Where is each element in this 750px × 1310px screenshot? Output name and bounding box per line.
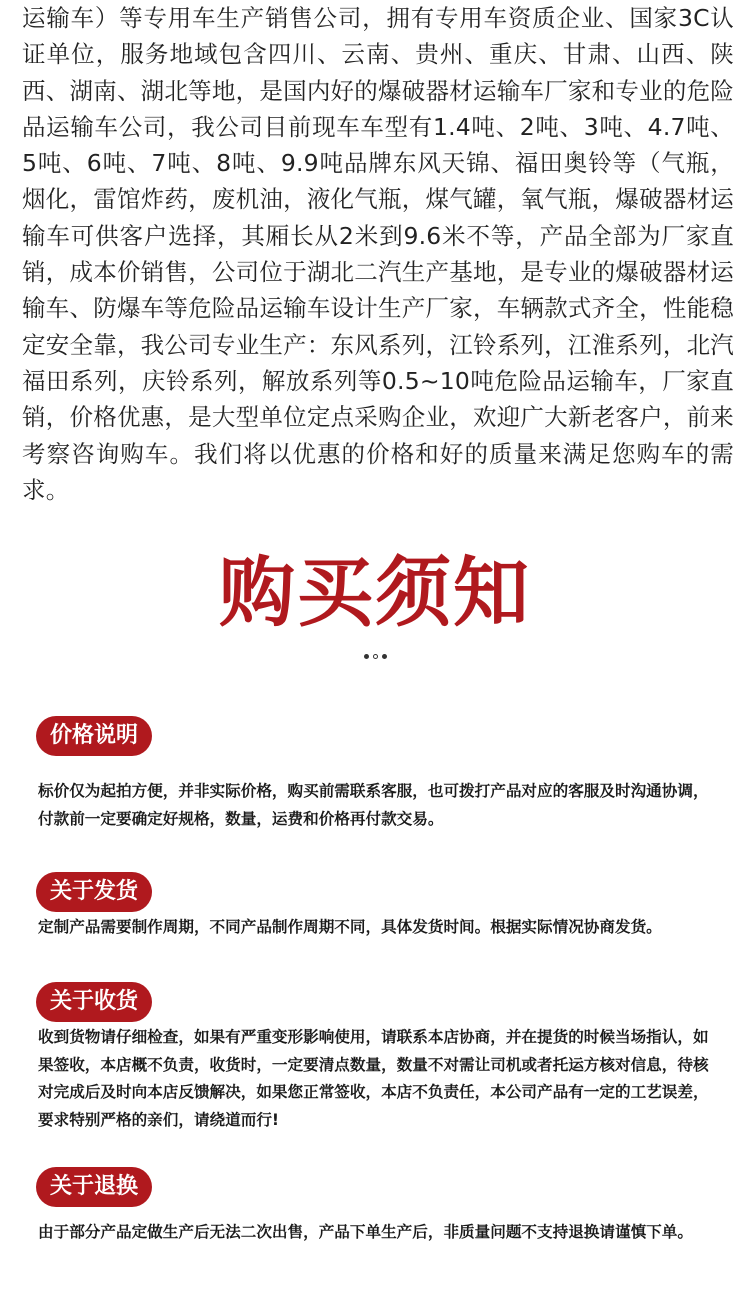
- intro-paragraph: 运输车）等专用车生产销售公司，拥有专用车资质企业、国家3C认证单位，服务地域包含四川、云南、贵州、重庆、甘肃、山西、陕西、湖南、湖北等地，是国内好的爆破器材运输车厂家和专业的危险品运输车公司，我公司目前现车车型有1.4吨、2吨、3吨、4.7吨、5吨、6吨、7吨、8吨、9.9吨品牌东风天锦、福田奥铃等（气瓶，烟化，雷馆炸药，废机油，液化气瓶，煤气罐，氧气瓶，爆破器材运输车可供客户选择，其厢长从2米到9.6米不等，产品全部为厂家直销，成本价销售，公司位于湖北二汽生产基地，是专业的爆破器材运输车、防爆车等危险品运输车设计生产厂家，车辆款式齐全，性能稳定安全靠，我公司专业生产：东风系列，江铃系列，江淮系列，北汽福田系列，庆铃系列，解放系列等0.5~10吨危险品运输车，厂家直销，价格优惠，是大型单位定点采购企业，欢迎广大新老客户，前来考察咨询购车。我们将以优惠的价格和好的质量来满足您购车的需求。: [22, 4, 734, 504]
- returns-badge: 关于退换: [36, 1167, 152, 1207]
- divider-dots: [0, 650, 750, 662]
- price-info-badge: 价格说明: [36, 716, 152, 756]
- dot-icon: [382, 654, 387, 659]
- dot-icon: [364, 654, 369, 659]
- returns-text: 由于部分产品定做生产后无法二次出售，产品下单生产后，非质量问题不支持退换请谨慎下单。: [38, 1223, 693, 1241]
- receiving-text: 收到货物请仔细检查，如果有严重变形影响使用，请联系本店协商，并在提货的时候当场指认，如果签收，本店概不负责，收货时，一定要清点数量，数量不对需让司机或者托运方核对信息，待核对完成后及时向本店反馈解决，如果您正常签收，本店不负责任，本公司产品有一定的工艺误差，要求特别严格的亲们，请绕道而行!: [38, 1028, 709, 1129]
- shipping-text: 定制产品需要制作周期，不同产品制作周期不同，具体发货时间。根据实际情况协商发货。: [38, 918, 662, 936]
- purchase-notice-title: 购买须知: [219, 548, 531, 637]
- receiving-badge: 关于收货: [36, 982, 152, 1022]
- shipping-badge: 关于发货: [36, 872, 152, 912]
- price-info-text: 标价仅为起拍方便，并非实际价格，购买前需联系客服，也可拨打产品对应的客服及时沟通协调，付款前一定要确定好规格，数量，运费和价格再付款交易。: [38, 782, 709, 828]
- dot-hollow-icon: [373, 654, 378, 659]
